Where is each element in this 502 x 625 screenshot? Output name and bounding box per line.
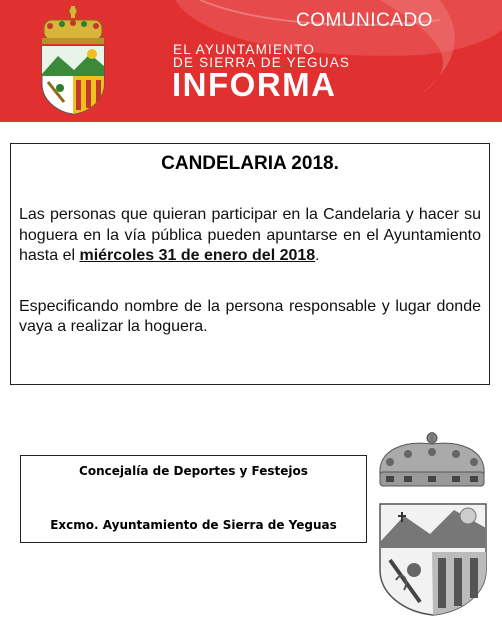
header-banner — [0, 0, 502, 122]
ayuntamiento-line-1: EL AYUNTAMIENTO — [173, 42, 316, 57]
deadline-date: miércoles 31 de enero del 2018 — [79, 247, 316, 264]
informa-heading: INFORMA — [172, 66, 337, 103]
coat-of-arms-icon — [34, 4, 112, 116]
paragraph-1-text: Las personas que quieran participar en la Candelaria y hacer su hoguera en la vía pública pueden apuntarse en el Ayuntamiento hasta el — [19, 206, 481, 264]
signature-department: Concejalía de Deportes y Festejos — [79, 464, 308, 478]
comunicado-label: COMUNICADO — [296, 10, 433, 31]
notice-title: CANDELARIA 2018. — [161, 153, 339, 174]
ayuntamiento-line-2: DE SIERRA DE YEGUAS — [173, 55, 351, 70]
signature-box — [20, 455, 367, 543]
signature-ayuntamiento: Excmo. Ayuntamiento de Sierra de Yeguas — [50, 518, 337, 532]
notice-paragraph-1 — [19, 205, 481, 267]
paragraph-1-end: . — [315, 247, 320, 264]
notice-box — [10, 143, 490, 385]
coat-of-arms-grayscale-icon — [374, 430, 492, 618]
notice-paragraph-2: Especificando nombre de la persona responsable y lugar donde vaya a realizar la hoguera. — [19, 297, 481, 335]
